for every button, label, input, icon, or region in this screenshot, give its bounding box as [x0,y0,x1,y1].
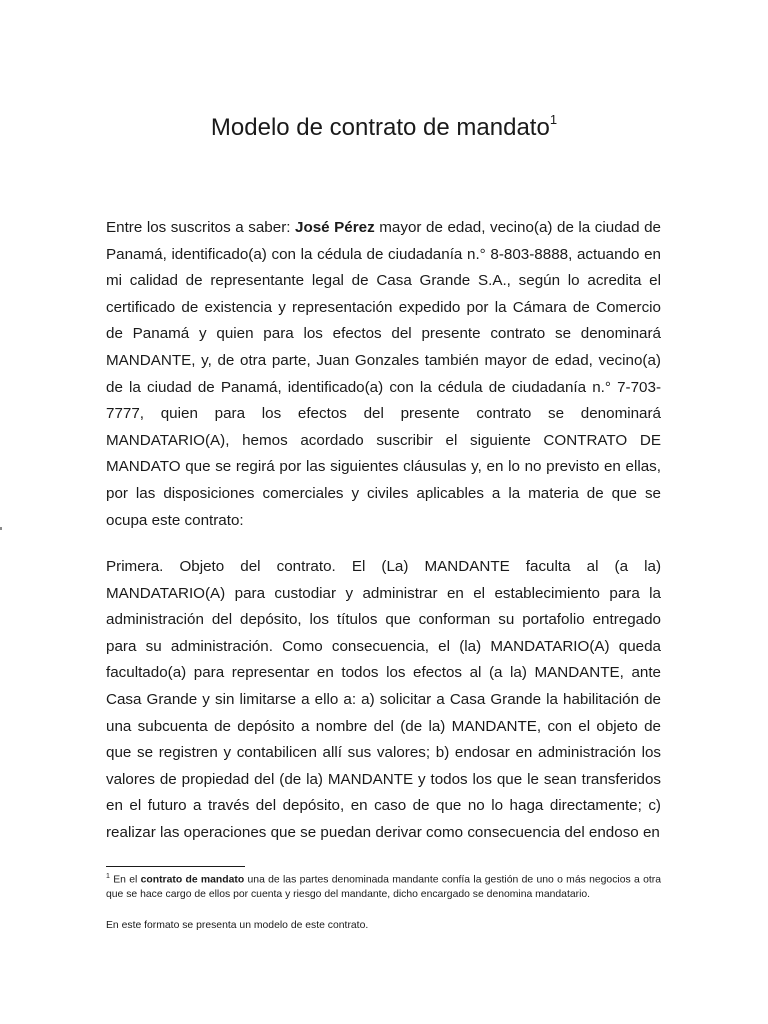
party1-name: José Pérez [295,219,375,236]
footnote-line-2: En este formato se presenta un modelo de este contrato. [106,920,369,931]
page-edge-mark [0,527,2,530]
title-footnote-marker[interactable]: 1 [549,112,558,127]
footnote-intro: En el [109,874,141,886]
footnote-marker: 1 [106,873,110,880]
clause-first-paragraph: Primera. Objeto del contrato. El (La) MANDANTE faculta al (a la) MANDATARIO(A) para custodiar y administrar en el establecimiento para la administración del depósito, los títulos que conforman su portafolio entregado para su administración. Como consecuencia, el (la) MANDATARIO(A) queda facultado(a) para representar en todos los efectos al (a la) MANDANTE, ante Casa Grande y sin limitarse a ello a: a) solicitar a Casa Grande la habilitación de una subcuenta de depósito a nombre del (de la) MANDANTE, con el objeto de que se registren y contabilicen allí sus valores; b) endosar en administración los valores de propiedad del (de la) MANDANTE y todos los que le sean transferidos en el futuro a través del depósito, en caso de que no lo haga directamente; c) realizar las operaciones que se puedan derivar como consecuencia del endoso en [106,558,661,841]
document-title [0,114,768,142]
intro-text: Entre los suscritos a saber: [106,219,296,236]
footnote-term: contrato de mandato [140,874,245,886]
footnote-separator [106,866,245,867]
intro-paragraph [106,215,661,534]
footnote-text: una de las partes denominada mandante confía la gestión de uno o más negocios a otra que se hace cargo de ellos por cuenta y riesgo del mandante, dicho encargado se denomina mandatario. [106,874,661,900]
footnote [106,870,661,902]
intro-rest-text: mayor de edad, vecino(a) de la ciudad de Panamá, identificado(a) con la cédula de ciudadanía n.° 8-803-8888, actuando en mi calidad de representante legal de Casa Grande S.A., según lo acredita el certificado de existencia y representación expedido por la Cámara de Comercio de Panamá y quien para los efectos del presente contrato se denominará MANDANTE, y, de otra parte, Juan Gonzales también mayor de edad, vecino(a) de la ciudad de Panamá, identificado(a) con la cédula de ciudadanía n.° 7-703-7777, quien para los efectos del presente contrato se denominará MANDATARIO(A), hemos acordado suscribir el siguiente CONTRATO DE MANDATO que se regirá por las siguientes cláusulas y, en lo no previsto en ellas, por las disposiciones comerciales y civiles aplicables a la materia de que se ocupa este contrato: [106,219,661,529]
document-title-text: Modelo de contrato de mandato [210,114,550,141]
